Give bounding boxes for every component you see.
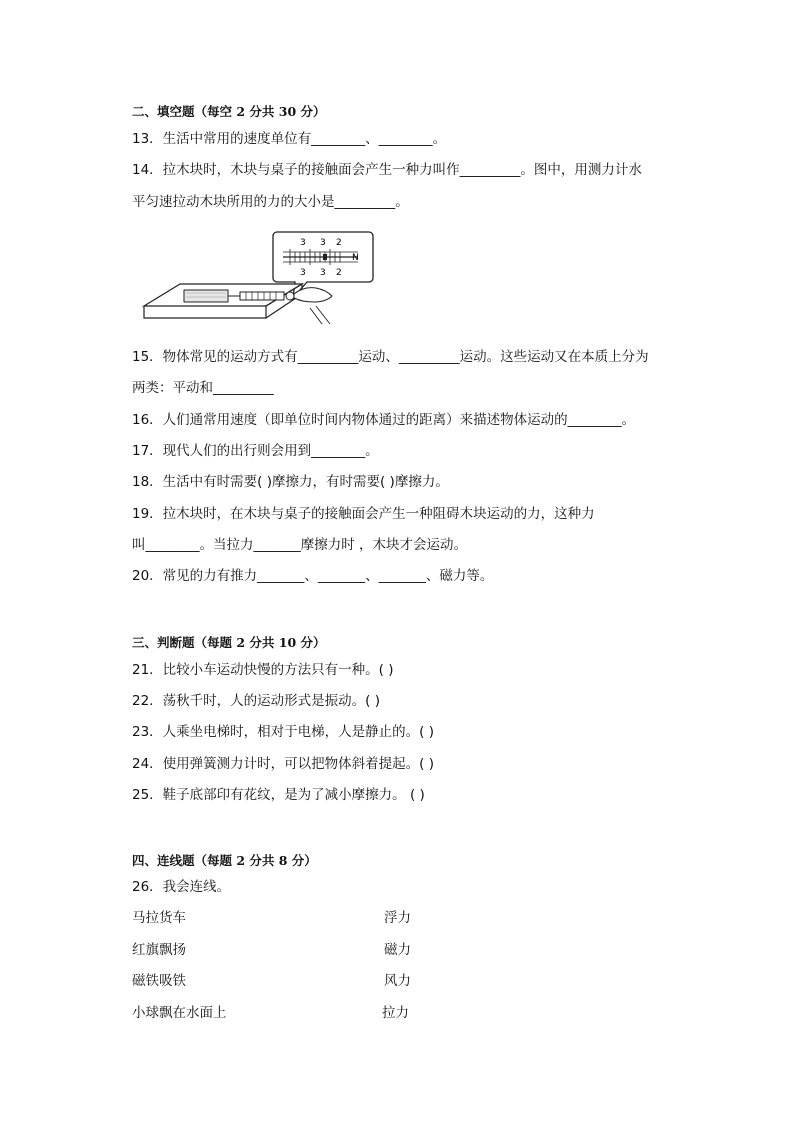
scale-label-top-1: 3	[300, 238, 306, 248]
question-23: 23．人乘坐电梯时，相对于电梯，人是静止的。( )	[132, 724, 435, 740]
scale-label-bottom-1: 3	[300, 268, 306, 278]
question-18: 18．生活中有时需要( )摩擦力，有时需要( )摩擦力。	[132, 474, 449, 490]
spring-scale-figure	[140, 228, 376, 328]
question-25: 25．鞋子底部印有花纹，是为了减小摩擦力。 ( )	[132, 787, 425, 803]
question-16: 16．人们通常用速度（即单位时间内物体通过的距离）来描述物体运动的________。	[132, 412, 636, 428]
question-24: 24．使用弹簧测力计时，可以把物体斜着提起。( )	[132, 756, 435, 772]
scale-label-bottom-2: 3	[320, 268, 326, 278]
match-right-item: 浮力	[384, 910, 411, 926]
scale-label-top-3: 2	[336, 238, 342, 248]
spring-scale-illustration	[140, 228, 376, 328]
question-22: 22．荡秋千时，人的运动形式是振动。( )	[132, 693, 381, 709]
question-15-line1: 15．物体常见的运动方式有_________运动、_________运动。这些运动又在本质上分为	[132, 349, 649, 365]
section4-heading: 四、连线题（每题 2 分共 8 分）	[132, 853, 317, 868]
match-left-item: 小球飘在水面上	[132, 1005, 227, 1021]
question-20: 20．常见的力有推力_______、_______、_______、磁力等。	[132, 568, 494, 584]
question-21: 21．比较小车运动快慢的方法只有一种。( )	[132, 662, 394, 678]
section3-heading: 三、判断题（每题 2 分共 10 分）	[132, 635, 326, 650]
question-15-line2: 两类：平动和_________	[132, 380, 274, 396]
match-right-item: 磁力	[384, 942, 411, 958]
question-14-line2: 平匀速拉动木块所用的力的大小是_________。	[132, 194, 409, 210]
match-left-item: 红旗飘扬	[132, 942, 186, 958]
scale-label-bottom-3: 2	[336, 268, 342, 278]
question-14-line1: 14．拉木块时，木块与桌子的接触面会产生一种力叫作_________。图中，用测力计水	[132, 162, 642, 178]
match-right-item: 风力	[384, 973, 411, 989]
question-17: 17．现代人们的出行则会用到________。	[132, 443, 379, 459]
question-19-line1: 19．拉木块时，在木块与桌子的接触面会产生一种阻碍木块运动的力，这种力	[132, 506, 595, 522]
scale-label-top-2: 3	[320, 238, 326, 248]
match-right-item: 拉力	[382, 1005, 409, 1021]
scale-unit-label: N	[352, 253, 359, 263]
match-left-item: 马拉货车	[132, 910, 186, 926]
question-13: 13．生活中常用的速度单位有________、________。	[132, 131, 447, 147]
match-left-item: 磁铁吸铁	[132, 973, 186, 989]
question-26: 26．我会连线。	[132, 879, 231, 895]
question-19-line2: 叫________。当拉力_______摩擦力时 ，木块才会运动。	[132, 537, 468, 553]
section2-heading: 二、填空题（每空 2 分共 30 分）	[132, 104, 326, 119]
